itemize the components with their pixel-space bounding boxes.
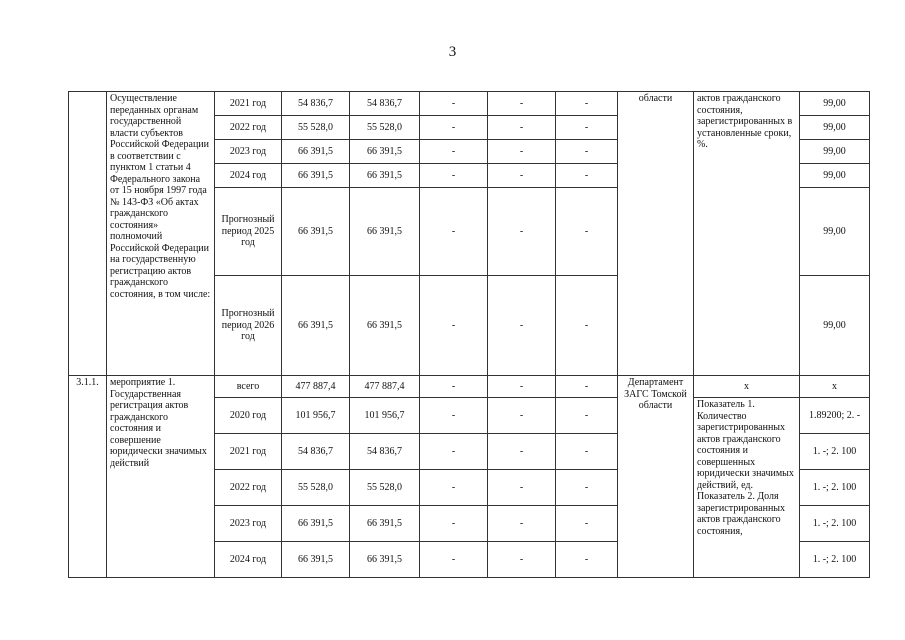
year-cell: 2023 год [215, 506, 282, 542]
dash-cell: - [556, 506, 618, 542]
federal-cell: 66 391,5 [350, 542, 420, 578]
indicator-value-cell: 99,00 [800, 188, 870, 276]
dash-cell: - [488, 434, 556, 470]
indicator-value-cell: 1.89200; 2. - [800, 398, 870, 434]
dash-cell: - [420, 188, 488, 276]
dash-cell: - [488, 470, 556, 506]
year-cell: 2020 год [215, 398, 282, 434]
dash-cell: - [556, 434, 618, 470]
table-row [69, 92, 870, 116]
dash-cell: - [556, 376, 618, 398]
dash-cell: - [488, 140, 556, 164]
table-row [69, 376, 870, 398]
total-cell: 55 528,0 [282, 116, 350, 140]
federal-cell: 101 956,7 [350, 398, 420, 434]
federal-cell: 55 528,0 [350, 116, 420, 140]
page-number: 3 [448, 44, 457, 60]
dash-cell: - [488, 398, 556, 434]
year-cell: 2024 год [215, 542, 282, 578]
dash-cell: - [420, 434, 488, 470]
activity-name-cell: Осуществление переданных органам государственной власти субъектов Российской Федерации в соответствии с пунктом 1 статьи 4 Федерального закона от 15 ноября 1997 года № 143-ФЗ «Об актах гражданского состояния» полномочий Российской Федерации на государственную регистрацию актов гражданского состояния, в том числе: [107, 92, 215, 376]
indicator-cell: актов гражданского состояния, зарегистрированных в установленные сроки, %. [694, 92, 800, 376]
indicator-head-cell: x [694, 376, 800, 398]
dash-cell: - [556, 542, 618, 578]
activity-name-cell: мероприятие 1. Государственная регистрация актов гражданского состояния и совершение юридически значимых действий [107, 376, 215, 578]
indicator-value-cell: 1. -; 2. 100 [800, 542, 870, 578]
year-cell: Прогнозный период 2025 год [215, 188, 282, 276]
indicator-value-cell: x [800, 376, 870, 398]
dash-cell: - [420, 470, 488, 506]
dash-cell: - [488, 164, 556, 188]
indicator-value-cell: 1. -; 2. 100 [800, 506, 870, 542]
indicator-value-cell: 1. -; 2. 100 [800, 470, 870, 506]
federal-cell: 66 391,5 [350, 188, 420, 276]
year-cell: всего [215, 376, 282, 398]
indicator-value-cell: 99,00 [800, 140, 870, 164]
total-cell: 101 956,7 [282, 398, 350, 434]
dash-cell: - [420, 506, 488, 542]
total-cell: 55 528,0 [282, 470, 350, 506]
total-cell: 54 836,7 [282, 434, 350, 470]
indicator-value-cell: 99,00 [800, 164, 870, 188]
dash-cell: - [556, 92, 618, 116]
executor-cell: Департамент ЗАГС Томской области [618, 376, 694, 578]
year-cell: 2023 год [215, 140, 282, 164]
executor-cell: области [618, 92, 694, 376]
dash-cell: - [556, 398, 618, 434]
dash-cell: - [556, 164, 618, 188]
dash-cell: - [556, 140, 618, 164]
total-cell: 66 391,5 [282, 542, 350, 578]
indicator-cell: Показатель 1. Количество зарегистрированных актов гражданского состояния и совершенных юридически значимых действий, ед. Показатель 2. Доля зарегистрированных актов гражданского состояния, [694, 398, 800, 578]
dash-cell: - [420, 116, 488, 140]
federal-cell: 66 391,5 [350, 164, 420, 188]
dash-cell: - [556, 276, 618, 376]
total-cell: 54 836,7 [282, 92, 350, 116]
federal-cell: 66 391,5 [350, 140, 420, 164]
year-cell: Прогнозный период 2026 год [215, 276, 282, 376]
total-cell: 66 391,5 [282, 506, 350, 542]
indicator-value-cell: 1. -; 2. 100 [800, 434, 870, 470]
program-table [68, 91, 870, 578]
indicator-value-cell: 99,00 [800, 92, 870, 116]
dash-cell: - [488, 506, 556, 542]
total-cell: 66 391,5 [282, 164, 350, 188]
dash-cell: - [420, 542, 488, 578]
dash-cell: - [488, 188, 556, 276]
year-cell: 2021 год [215, 434, 282, 470]
federal-cell: 66 391,5 [350, 276, 420, 376]
federal-cell: 54 836,7 [350, 92, 420, 116]
total-cell: 66 391,5 [282, 140, 350, 164]
total-cell: 477 887,4 [282, 376, 350, 398]
year-cell: 2022 год [215, 116, 282, 140]
dash-cell: - [556, 470, 618, 506]
dash-cell: - [488, 542, 556, 578]
indicator-value-cell: 99,00 [800, 116, 870, 140]
dash-cell: - [420, 92, 488, 116]
row-number-cell [69, 92, 107, 376]
federal-cell: 477 887,4 [350, 376, 420, 398]
year-cell: 2024 год [215, 164, 282, 188]
federal-cell: 55 528,0 [350, 470, 420, 506]
row-number-cell: 3.1.1. [69, 376, 107, 578]
dash-cell: - [420, 164, 488, 188]
dash-cell: - [556, 188, 618, 276]
dash-cell: - [488, 116, 556, 140]
federal-cell: 66 391,5 [350, 506, 420, 542]
year-cell: 2021 год [215, 92, 282, 116]
dash-cell: - [556, 116, 618, 140]
dash-cell: - [420, 376, 488, 398]
year-cell: 2022 год [215, 470, 282, 506]
total-cell: 66 391,5 [282, 276, 350, 376]
dash-cell: - [488, 376, 556, 398]
dash-cell: - [420, 276, 488, 376]
federal-cell: 54 836,7 [350, 434, 420, 470]
dash-cell: - [488, 92, 556, 116]
indicator-value-cell: 99,00 [800, 276, 870, 376]
dash-cell: - [420, 398, 488, 434]
dash-cell: - [420, 140, 488, 164]
total-cell: 66 391,5 [282, 188, 350, 276]
dash-cell: - [488, 276, 556, 376]
